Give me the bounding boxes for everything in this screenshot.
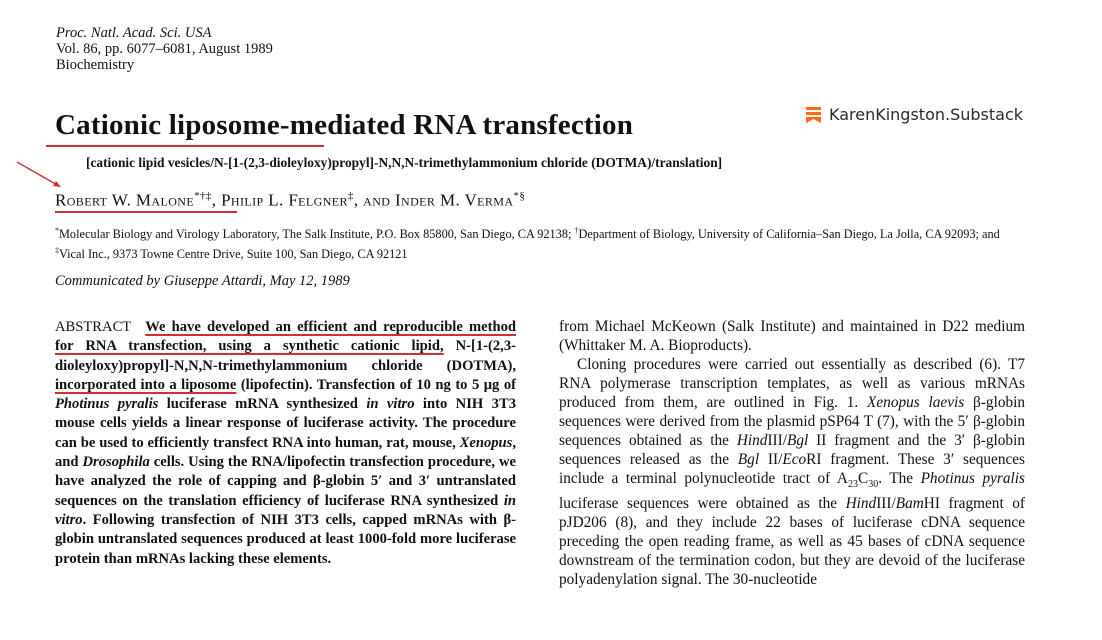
species-photinus-pyralis: Photinus pyralis: [920, 470, 1025, 487]
abstract-species-xenopus: Xenopus: [459, 434, 513, 451]
body-text: . The: [878, 470, 921, 487]
enzyme-italic: Bgl: [787, 432, 809, 449]
journal-section: Biochemistry: [56, 57, 135, 73]
paper-title: Cationic liposome-mediated RNA transfection: [55, 109, 634, 141]
right-column-paragraph-1: from Michael McKeown (Salk Institute) and maintained in D22 medium (Whittaker M. A. Bioproducts).: [559, 318, 1025, 354]
abstract-text-8: into NIH 3T3 mouse cells yields a linear response of luciferase activity. The procedure can be used to efficiently transfect RNA into human, rat, mouse,: [55, 396, 517, 451]
title-underline-annotation: [46, 145, 324, 147]
enzyme-italic: Bgl: [737, 451, 760, 468]
substack-icon: [805, 106, 822, 123]
abstract: [55, 318, 516, 569]
journal-volume: Vol. 86, pp. 6077–6081, August 1989: [56, 41, 273, 57]
enzyme-italic: Eco: [782, 451, 807, 468]
author-underline-annotation: [55, 211, 237, 213]
species-xenopus-laevis: Xenopus laevis: [867, 394, 965, 411]
author-2: Philip L. Felgner: [221, 190, 348, 210]
author-3: Inder M. Verma: [394, 190, 514, 210]
abstract-in-vitro-2: in vitro: [55, 492, 516, 528]
authors: [55, 190, 525, 211]
right-column: [559, 317, 1025, 589]
body-text: luciferase sequences were obtained as the: [559, 495, 846, 513]
abstract-highlight-2: incorporated into a liposome: [55, 376, 237, 393]
abstract-text-12: cells. Using the RNA/lipofectin transfection procedure, we have analyzed the role of capping and β-globin 5′ and 3′ untranslated sequences on the translation efficiency of luciferase RNA synthesized: [55, 454, 516, 509]
author-1-marks: *†‡: [194, 190, 212, 202]
body-text: C: [857, 470, 869, 487]
communicated-by: Communicated by Giuseppe Attardi, May 12, 1989: [55, 273, 350, 289]
affiliation-1: Molecular Biology and Virology Laboratory, The Salk Institute, P.O. Box 85800, San Diego, CA 92138;: [59, 227, 575, 242]
author-separator-2: , and: [353, 190, 395, 210]
subscript: 30: [868, 479, 879, 491]
author-2-marks: ‡: [347, 190, 354, 202]
body-text: Cloning procedures were carried out essentially as described (6). T7 RNA polymerase transcription templates, as well as various mRNAs produced from them, are outlined in Fig. 1.: [559, 356, 1025, 411]
abstract-text-10: , and: [55, 434, 516, 471]
abstract-heading: ABSTRACT: [55, 319, 132, 335]
abstract-species-photinus: Photinus pyralis: [55, 396, 159, 413]
abstract-text-2: N-[1-(2,3-dioleyloxy)propyl]-N,N,N-trimethylammonium chloride (DOTMA),: [55, 338, 516, 374]
author-1: Robert W. Malone: [55, 190, 195, 210]
body-text: III/: [876, 495, 896, 513]
abstract-text-14: . Following transfection of NIH 3T3 cells, capped mRNAs with β-globin untranslated sequences produced at least 1000-fold more luciferase protein than mRNAs lacking these elements.: [55, 511, 516, 567]
abstract-highlight-1: We have developed an efficient and reproducible method for RNA transfection, using a synthetic cationic lipid,: [55, 319, 516, 355]
author-separator-1: ,: [211, 190, 222, 210]
watermark-text: KarenKingston.Substack: [829, 105, 1024, 124]
enzyme-italic: Hind: [845, 495, 877, 513]
body-text: II fragment and the 3′ β-globin sequences released as the: [559, 432, 1025, 468]
body-text: II/: [759, 451, 783, 468]
enzyme-italic: Hind: [736, 432, 768, 449]
right-column-paragraph-2: [559, 355, 1025, 589]
enzyme-italic: Bam: [895, 495, 924, 513]
journal-name: Proc. Natl. Acad. Sci. USA: [56, 25, 212, 41]
keywords: [cationic lipid vesicles/N-[1-(2,3-dioleyloxy)propyl]-N,N,N-trimethylammonium chloride (DOTMA)/translation]: [86, 155, 723, 170]
journal-citation: [56, 25, 273, 73]
affiliation-2: Department of Biology, University of California–San Diego, La Jolla, CA 92093; and: [578, 227, 1000, 242]
affiliations: [55, 223, 1030, 262]
subscript: 23: [847, 479, 858, 491]
affiliation-mark-3: ‡: [55, 245, 59, 255]
annotation-arrow-icon: [15, 160, 65, 190]
body-text: RI fragment. These 3′ sequences include a terminal polynucleotide tract of A: [559, 451, 1026, 487]
body-text: β-globin sequences were derived from the plasmid pSP64 T (7), with the 5′ β-globin sequences obtained as the: [559, 394, 1026, 449]
affiliation-mark-2: †: [574, 226, 579, 235]
affiliation-3: Vical Inc., 9373 Towne Centre Drive, Suite 100, San Diego, CA 92121: [59, 246, 408, 261]
abstract-text-4: (lipofectin). Transfection of 10 ng to 5 μg of: [236, 376, 516, 393]
body-text: III/: [767, 432, 787, 449]
affiliation-mark-1: *: [55, 226, 59, 235]
body-text: HI fragment of pJD206 (8), and they include 22 bases of luciferase cDNA sequence preceding the open reading frame, as well as 45 bases of cDNA sequence downstream of the termination codon, but they are devoid of the luciferase polyadenylation signal. The 30-nucleotide: [559, 495, 1025, 589]
watermark: [805, 105, 1023, 124]
abstract-in-vitro-1: in vitro: [366, 396, 415, 413]
author-3-marks: *§: [513, 190, 526, 202]
abstract-species-drosophila: Drosophila: [82, 454, 150, 471]
abstract-text-6: luciferase mRNA synthesized: [158, 396, 367, 413]
